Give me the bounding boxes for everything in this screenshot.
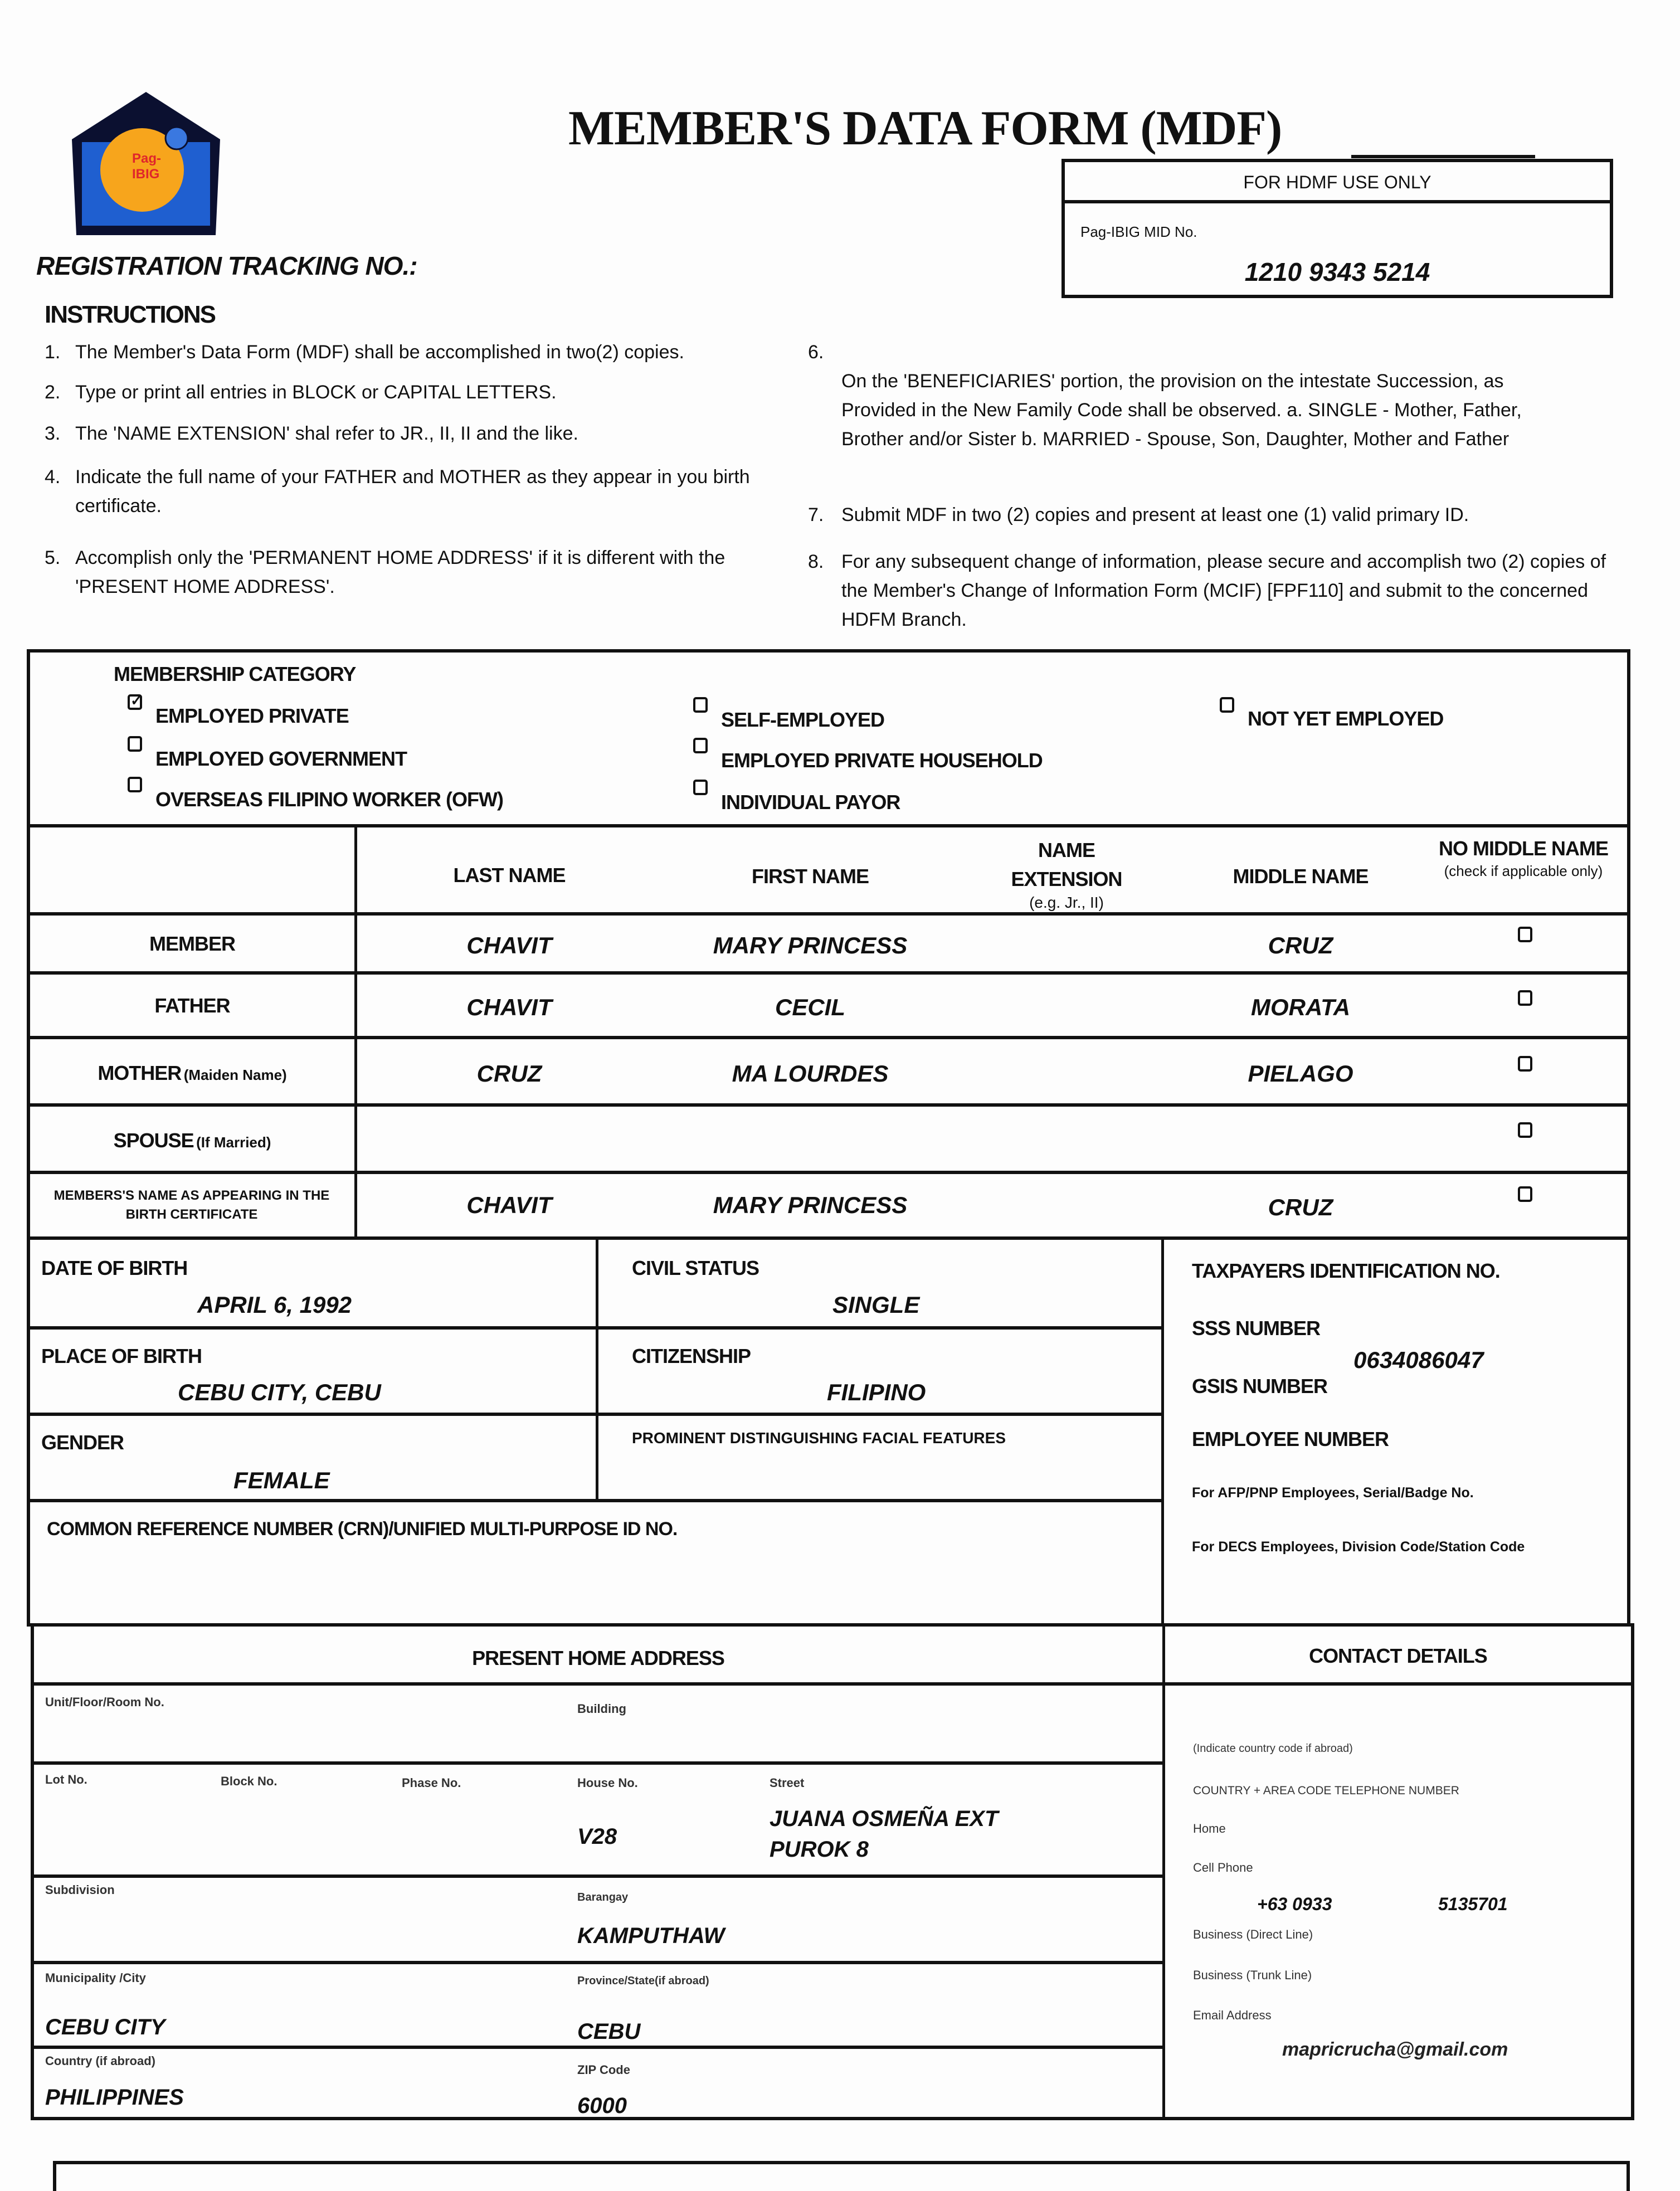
instruction-num: 3. [45,423,61,444]
member-first-name[interactable]: MARY PRINCESS [713,932,908,958]
option-label: EMPLOYED GOVERNMENT [155,747,407,770]
instruction-num: 7. [808,504,824,525]
phase-label: Phase No. [402,1776,461,1790]
gender-label: GENDER [41,1431,124,1454]
divider [1065,200,1610,203]
street-value-line1[interactable]: JUANA OSMEÑA EXT [770,1807,999,1831]
decs-label: For DECS Employees, Division Code/Station Code [1192,1539,1525,1555]
city-label: Municipality /City [45,1971,146,1985]
row-label [30,1062,354,1085]
registration-tracking-label: REGISTRATION TRACKING NO.: [36,251,417,280]
row-label: MEMBERS'S NAME AS APPEARING IN THE BIRTH CERTIFICATE [53,1188,330,1222]
citizenship-value[interactable]: FILIPINO [827,1379,926,1405]
option-label: EMPLOYED PRIVATE HOUSEHOLD [721,749,1043,772]
facial-features-label: PROMINENT DISTINGUISHING FACIAL FEATURES [632,1429,1006,1447]
barangay-label: Barangay [577,1891,629,1903]
subdivision-label: Subdivision [45,1883,115,1897]
divider [34,2046,1162,2049]
no-middle-name-checkbox-member[interactable] [1518,927,1532,942]
option-label: SELF-EMPLOYED [721,708,885,731]
instruction-text: Indicate the full name of your FATHER and MOTHER as they appear in you birth certificate. [75,466,750,517]
divider [30,1413,1161,1416]
zip-label: ZIP Code [577,2063,630,2077]
building-label: Building [577,1702,626,1716]
no-middle-name-checkbox-spouse[interactable] [1518,1122,1532,1138]
divider [34,1961,1162,1964]
business-direct-line-label: Business (Direct Line) [1193,1927,1313,1941]
instruction-text: Accomplish only the 'PERMANENT HOME ADDRESS' if it is different with the 'PRESENT HOME ADDRESS'. [75,547,725,597]
instruction-text: Submit MDF in two (2) copies and present at least one (1) valid primary ID. [841,504,1469,525]
present-home-address-heading: PRESENT HOME ADDRESS [472,1647,724,1669]
instruction-5 [45,543,822,601]
mother-middle-name[interactable]: PIELAGO [1248,1060,1353,1087]
header-first-name: FIRST NAME [752,865,869,888]
header-name-extension [944,836,1189,912]
father-first-name[interactable]: CECIL [775,994,845,1020]
birth-cert-first-name[interactable]: MARY PRINCESS [713,1192,908,1218]
house-number-value[interactable]: V28 [577,1824,617,1849]
home-phone-label: Home [1193,1822,1226,1835]
header-ext-hint: (e.g. Jr., II) [1029,894,1104,911]
hdmf-box-heading: FOR HDMF USE ONLY [1243,172,1431,192]
header-middle-name: MIDDLE NAME [1233,865,1369,888]
civil-status-label: CIVIL STATUS [632,1257,759,1279]
divider [1162,1627,1165,2117]
instruction-8 [808,547,1616,634]
block-label: Block No. [221,1774,277,1788]
gsis-label: GSIS NUMBER [1192,1375,1328,1398]
email-label: Email Address [1193,2008,1272,2022]
header-no-middle-name [1406,837,1640,880]
hdmf-use-only-box [1061,159,1613,298]
member-last-name[interactable]: CHAVIT [466,932,552,958]
membership-category-section [27,649,1630,827]
province-value[interactable]: CEBU [577,2019,641,2044]
membership-heading: MEMBERSHIP CATEGORY [114,663,356,685]
personal-details-section [27,1236,1630,1627]
divider [34,1874,1162,1878]
table-row-birth-certificate [30,1174,1627,1236]
instruction-text: For any subsequent change of information, please secure and accomplish two (2) copies of the Member's Change of Information Form (MCIF) [FPF110] and submit to the concerned HDFM Branch. [841,551,1606,630]
instruction-text: Type or print all entries in BLOCK or CAPITAL LETTERS. [75,382,557,403]
instruction-num: 8. [808,551,824,572]
page-title: MEMBER'S DATA FORM (MDF) [568,101,1282,155]
checkbox-employed-private[interactable] [128,694,142,710]
instruction-num: 5. [45,547,61,568]
house-number-label: House No. [577,1776,638,1790]
row-label-sub: (If Married) [196,1134,271,1151]
checkbox-self-employed[interactable] [693,697,708,713]
gender-value[interactable]: FEMALE [233,1467,330,1493]
checkbox-not-yet-employed[interactable] [1220,697,1234,713]
header-ext-label: NAME EXTENSION [1011,839,1122,890]
instruction-num: 1. [45,342,61,363]
phone-columns-label: COUNTRY + AREA CODE TELEPHONE NUMBER [1193,1784,1459,1797]
province-label: Province/State(if abroad) [577,1975,709,1987]
option-label: OVERSEAS FILIPINO WORKER (OFW) [155,788,503,811]
header-no-middle-hint: (check if applicable only) [1444,863,1603,879]
instruction-7 [808,500,1588,529]
cell-phone-code[interactable]: +63 0933 [1257,1894,1332,1914]
divider [30,1499,1161,1502]
birth-cert-middle-name[interactable]: CRUZ [1268,1194,1333,1220]
checkbox-ofw[interactable] [128,777,142,792]
country-value[interactable]: PHILIPPINES [45,2085,184,2110]
sss-value[interactable]: 0634086047 [1353,1347,1484,1373]
divider [1161,1240,1164,1623]
instruction-2 [45,378,808,407]
mother-last-name[interactable]: CRUZ [476,1060,542,1087]
row-label-sub: (Maiden Name) [183,1067,287,1083]
crn-label: COMMON REFERENCE NUMBER (CRN)/UNIFIED MULTI-PURPOSE ID NO. [47,1518,678,1540]
instruction-text: On the 'BENEFICIARIES' portion, the provision on the intestate Succession, as Provided in the New Family Code shall be observed. a. SINGLE - Mother, Father, Brother and/or Sister b. MARRIED - Spouse, Son, Daughter, Mother and Father [841,371,1522,450]
cell-phone-number[interactable]: 5135701 [1438,1894,1508,1914]
instruction-6 [808,338,1588,454]
pag-ibig-logo [70,89,223,237]
table-row-spouse [30,1107,1627,1171]
pag-ibig-mid-label: Pag-IBIG MID No. [1080,223,1197,240]
divider [34,1761,1162,1765]
lot-label: Lot No. [45,1773,87,1786]
instruction-num: 2. [45,382,61,403]
contact-details-heading: CONTACT DETAILS [1309,1644,1487,1667]
date-of-birth-label: DATE OF BIRTH [41,1257,188,1279]
row-label-main: SPOUSE [113,1129,194,1152]
cell-phone-label: Cell Phone [1193,1861,1253,1874]
no-middle-name-checkbox-mother[interactable] [1518,1056,1532,1072]
father-last-name[interactable]: CHAVIT [466,994,552,1020]
date-of-birth-value[interactable]: APRIL 6, 1992 [197,1292,352,1318]
row-label: MEMBER [149,932,235,955]
header-last-name: LAST NAME [453,864,566,887]
header-no-middle-label: NO MIDDLE NAME [1439,837,1608,860]
house-logo-icon [70,89,223,237]
next-section-top-border [53,2161,1630,2191]
table-row-mother [30,1039,1627,1103]
instruction-3 [45,419,808,448]
employee-number-label: EMPLOYEE NUMBER [1192,1428,1389,1450]
civil-status-value[interactable]: SINGLE [832,1292,920,1318]
father-middle-name[interactable]: MORATA [1250,994,1351,1020]
street-value-line2[interactable]: PUROK 8 [770,1837,869,1862]
member-middle-name[interactable]: CRUZ [1268,932,1333,958]
citizenship-label: CITIZENSHIP [632,1345,751,1367]
instruction-text: The Member's Data Form (MDF) shall be accomplished in two(2) copies. [75,342,684,363]
table-row-father [30,975,1627,1036]
indicate-country-code-label: (Indicate country code if abroad) [1193,1742,1353,1755]
instruction-1 [45,338,808,367]
unit-label: Unit/Floor/Room No. [45,1695,164,1709]
names-table [27,825,1630,1240]
checkbox-individual-payor[interactable] [693,780,708,795]
row-label: FATHER [154,994,230,1017]
divider [30,1326,1161,1330]
divider [596,1240,598,1499]
no-middle-name-checkbox-father[interactable] [1518,990,1532,1006]
option-label: INDIVIDUAL PAYOR [721,791,900,814]
row-label-main: MOTHER [98,1062,182,1084]
row-label [30,1129,354,1152]
divider [34,1682,1631,1686]
address-contact-section [31,1623,1634,2120]
option-label: EMPLOYED PRIVATE [155,704,349,727]
business-trunk-line-label: Business (Trunk Line) [1193,1968,1312,1982]
street-label: Street [770,1776,805,1790]
instruction-text: The 'NAME EXTENSION' shal refer to JR., II, II and the like. [75,423,578,444]
afp-pnp-label: For AFP/PNP Employees, Serial/Badge No. [1192,1485,1474,1501]
barangay-value[interactable]: KAMPUTHAW [577,1924,725,1948]
title-underline [1351,155,1535,158]
table-row-member [30,916,1627,971]
mother-first-name[interactable]: MA LOURDES [732,1060,889,1087]
sss-label: SSS NUMBER [1192,1317,1321,1340]
country-label: Country (if abroad) [45,2054,155,2068]
tin-label: TAXPAYERS IDENTIFICATION NO. [1192,1259,1500,1282]
instruction-num: 4. [45,466,61,488]
no-middle-name-checkbox-birth-cert[interactable] [1518,1186,1532,1202]
instruction-num: 6. [808,342,824,363]
email-value[interactable]: mapricrucha@gmail.com [1282,2039,1508,2060]
instruction-4 [45,462,833,520]
pag-ibig-mid-value[interactable]: 1210 9343 5214 [1244,257,1430,286]
option-label: NOT YET EMPLOYED [1248,707,1444,730]
zip-value[interactable]: 6000 [577,2093,627,2118]
checkbox-employed-private-household[interactable] [693,738,708,753]
city-value[interactable]: CEBU CITY [45,2015,165,2039]
svg-text:Pag-: Pag- [132,151,162,166]
checkbox-employed-government[interactable] [128,736,142,752]
instructions-heading: INSTRUCTIONS [45,301,215,328]
place-of-birth-label: PLACE OF BIRTH [41,1345,202,1367]
place-of-birth-value[interactable]: CEBU CITY, CEBU [178,1379,381,1405]
svg-text:IBIG: IBIG [132,167,160,182]
birth-cert-last-name[interactable]: CHAVIT [466,1192,552,1218]
